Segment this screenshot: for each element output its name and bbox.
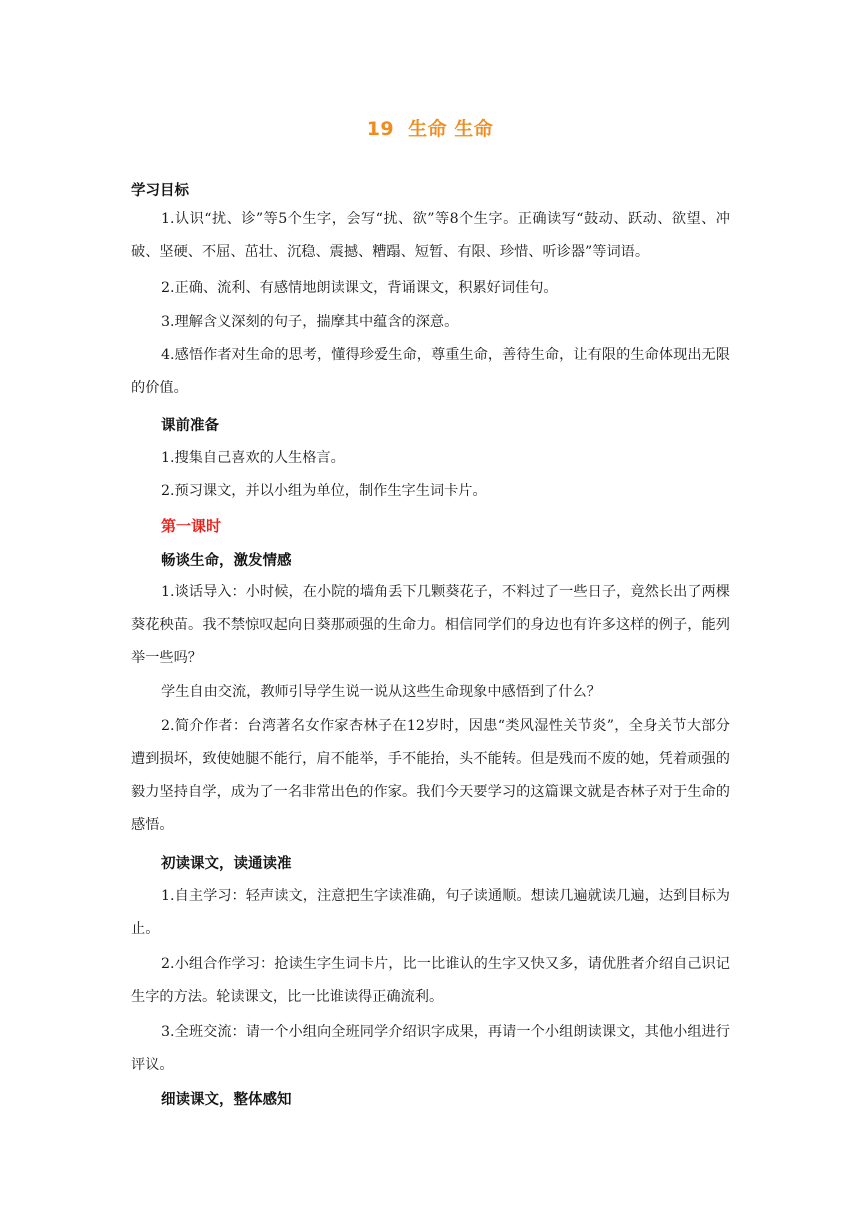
goal-item: 3.理解含义深刻的句子，揣摩其中蕴含的深意。 <box>161 314 459 330</box>
part2-heading: 初读课文，读通读准 <box>161 856 292 872</box>
goal-item: 4.感悟作者对生命的思考，懂得珍爱生命，尊重生命，善待生命，让有限的生命体现出无限的价值。 <box>131 347 730 396</box>
part1-paragraph: 2.简介作者：台湾著名女作家杏林子在12岁时，因患“类风湿性关节炎”，全身关节大部分遭到损坏，致使她腿不能行，肩不能举，手不能抬，头不能转。但是残而不废的她，凭着顽强的毅力坚持自学，成为了一名非常出色的作家。我们今天要学习的这篇课文就是杏林子对于生命的感悟。 <box>131 718 730 833</box>
part3-heading: 细读课文，整体感知 <box>161 1092 292 1108</box>
prep-item: 1.搜集自己喜欢的人生格言。 <box>161 450 345 466</box>
goal-item: 1.认识“扰、诊”等5个生字，会写“扰、欲”等8个生字。正确读写“鼓动、跃动、欲望、冲破、坚硬、不屈、茁壮、沉稳、震撼、糟蹋、短暂、有限、珍惜、听诊器”等词语。 <box>131 211 730 260</box>
lesson-title: 生命 生命 <box>408 118 494 140</box>
part1-paragraph: 学生自由交流，教师引导学生说一说从这些生命现象中感悟到了什么？ <box>161 684 601 700</box>
prep-heading: 课前准备 <box>161 418 219 434</box>
lesson-heading: 第一课时 <box>161 517 222 535</box>
prep-item: 2.预习课文，并以小组为单位，制作生字生词卡片。 <box>161 483 487 499</box>
part2-paragraph: 2.小组合作学习：抢读生字生词卡片，比一比谁认的生字又快又多，请优胜者介绍自己识记生字的方法。轮读课文，比一比谁读得正确流利。 <box>131 956 730 1005</box>
part2-paragraph: 1.自主学习：轻声读文，注意把生字读准确，句子读通顺。想读几遍就读几遍，达到目标为止。 <box>131 888 730 937</box>
part1-paragraph: 1.谈话导入：小时候，在小院的墙角丢下几颗葵花子，不料过了一些日子，竟然长出了两棵葵花秧苗。我不禁惊叹起向日葵那顽强的生命力。相信同学们的身边也有许多这样的例子，能列举一些吗？ <box>131 584 730 666</box>
part2-paragraph: 3.全班交流：请一个小组向全班同学介绍识字成果，再请一个小组朗读课文，其他小组进行评议。 <box>131 1024 730 1073</box>
goal-item: 2.正确、流利、有感情地朗读课文，背诵课文，积累好词佳句。 <box>161 280 558 296</box>
lesson-number: 19 <box>366 118 395 140</box>
goals-heading: 学习目标 <box>131 183 189 199</box>
page-title <box>0 114 860 141</box>
part1-heading: 畅谈生命，激发情感 <box>161 553 292 569</box>
